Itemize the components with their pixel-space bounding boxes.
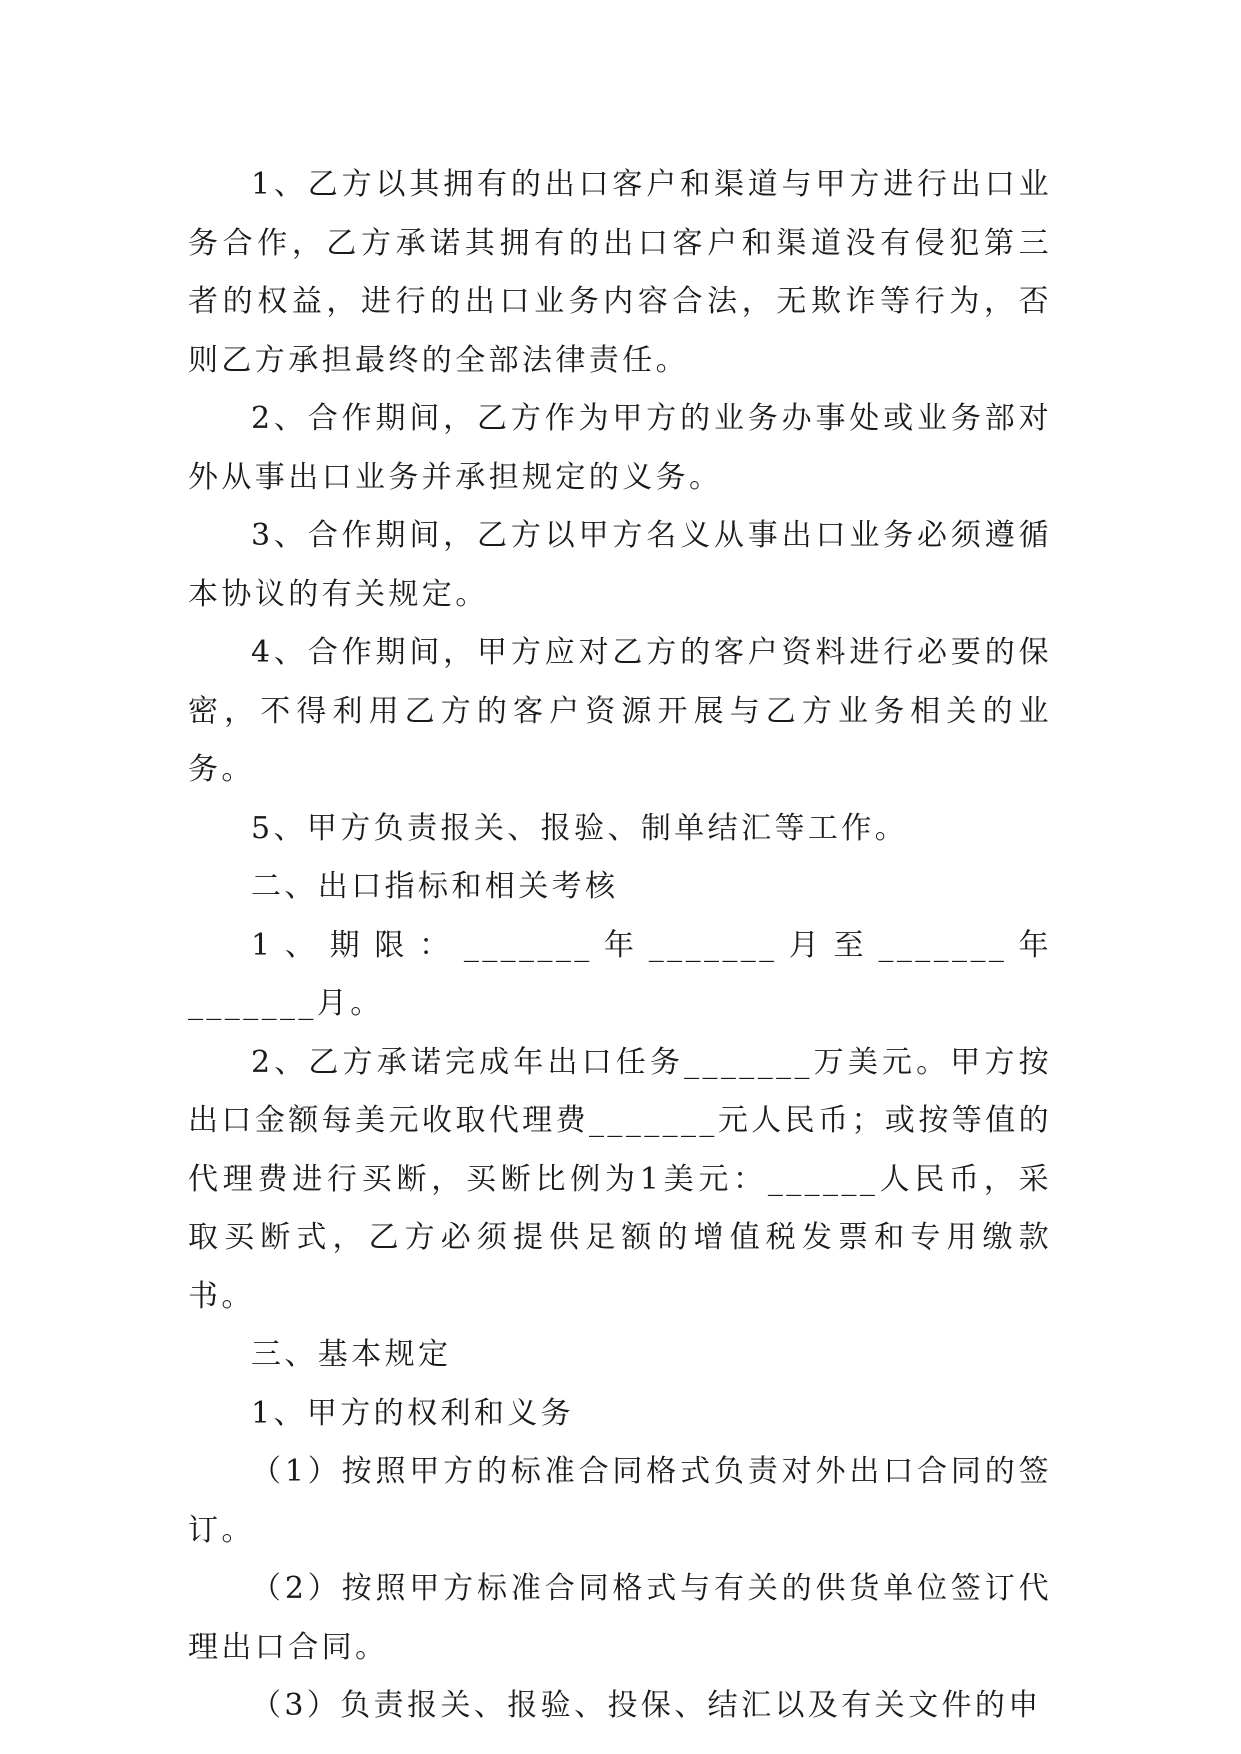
section-3-heading: 三、基本规定 xyxy=(251,1337,452,1372)
clause-5-paragraph: 5、甲方负责报关、报验、制单结汇等工作。 xyxy=(251,810,909,846)
clause-1-paragraph: 1、乙方以其拥有的出口客户和渠道与甲方进行出口业务合作，乙方承诺其拥有的出口客户和渠道没有侵犯第三者的权益，进行的出口业务内容合法，无欺诈等行为，否则乙方承担最终的全部法律责任。 xyxy=(188,167,1052,378)
item-1-paragraph: （1）按照甲方的标准合同格式负责对外出口合同的签订。 xyxy=(188,1454,1052,1548)
clause-2-paragraph: 2、合作期间，乙方作为甲方的业务办事处或业务部对外从事出口业务并承担规定的义务。 xyxy=(188,401,1052,495)
item-2-paragraph: （2）按照甲方标准合同格式与有关的供货单位签订代理出口合同。 xyxy=(188,1571,1052,1665)
export-target-paragraph: 2、乙方承诺完成年出口任务_______万美元。甲方按出口金额每美元收取代理费_______元人民币；或按等值的代理费进行买断，买断比例为1美元：______人民币，采取买断式，乙方必须提供足额的增值税发票和专用缴款书。 xyxy=(188,1044,1052,1314)
party-a-rights-heading: 1、甲方的权利和义务 xyxy=(251,1395,575,1431)
document-body xyxy=(188,156,1052,1736)
term-period-paragraph: 1、期限：_______年_______月至_______年_______月。 xyxy=(188,927,1052,1021)
clause-3-paragraph: 3、合作期间，乙方以甲方名义从事出口业务必须遵循本协议的有关规定。 xyxy=(188,518,1052,612)
item-3-paragraph: （3）负责报关、报验、投保、结汇以及有关文件的申 xyxy=(251,1688,1042,1723)
section-2-heading: 二、出口指标和相关考核 xyxy=(251,869,619,904)
clause-4-paragraph: 4、合作期间，甲方应对乙方的客户资料进行必要的保密，不得利用乙方的客户资源开展与乙方业务相关的业务。 xyxy=(188,635,1052,787)
